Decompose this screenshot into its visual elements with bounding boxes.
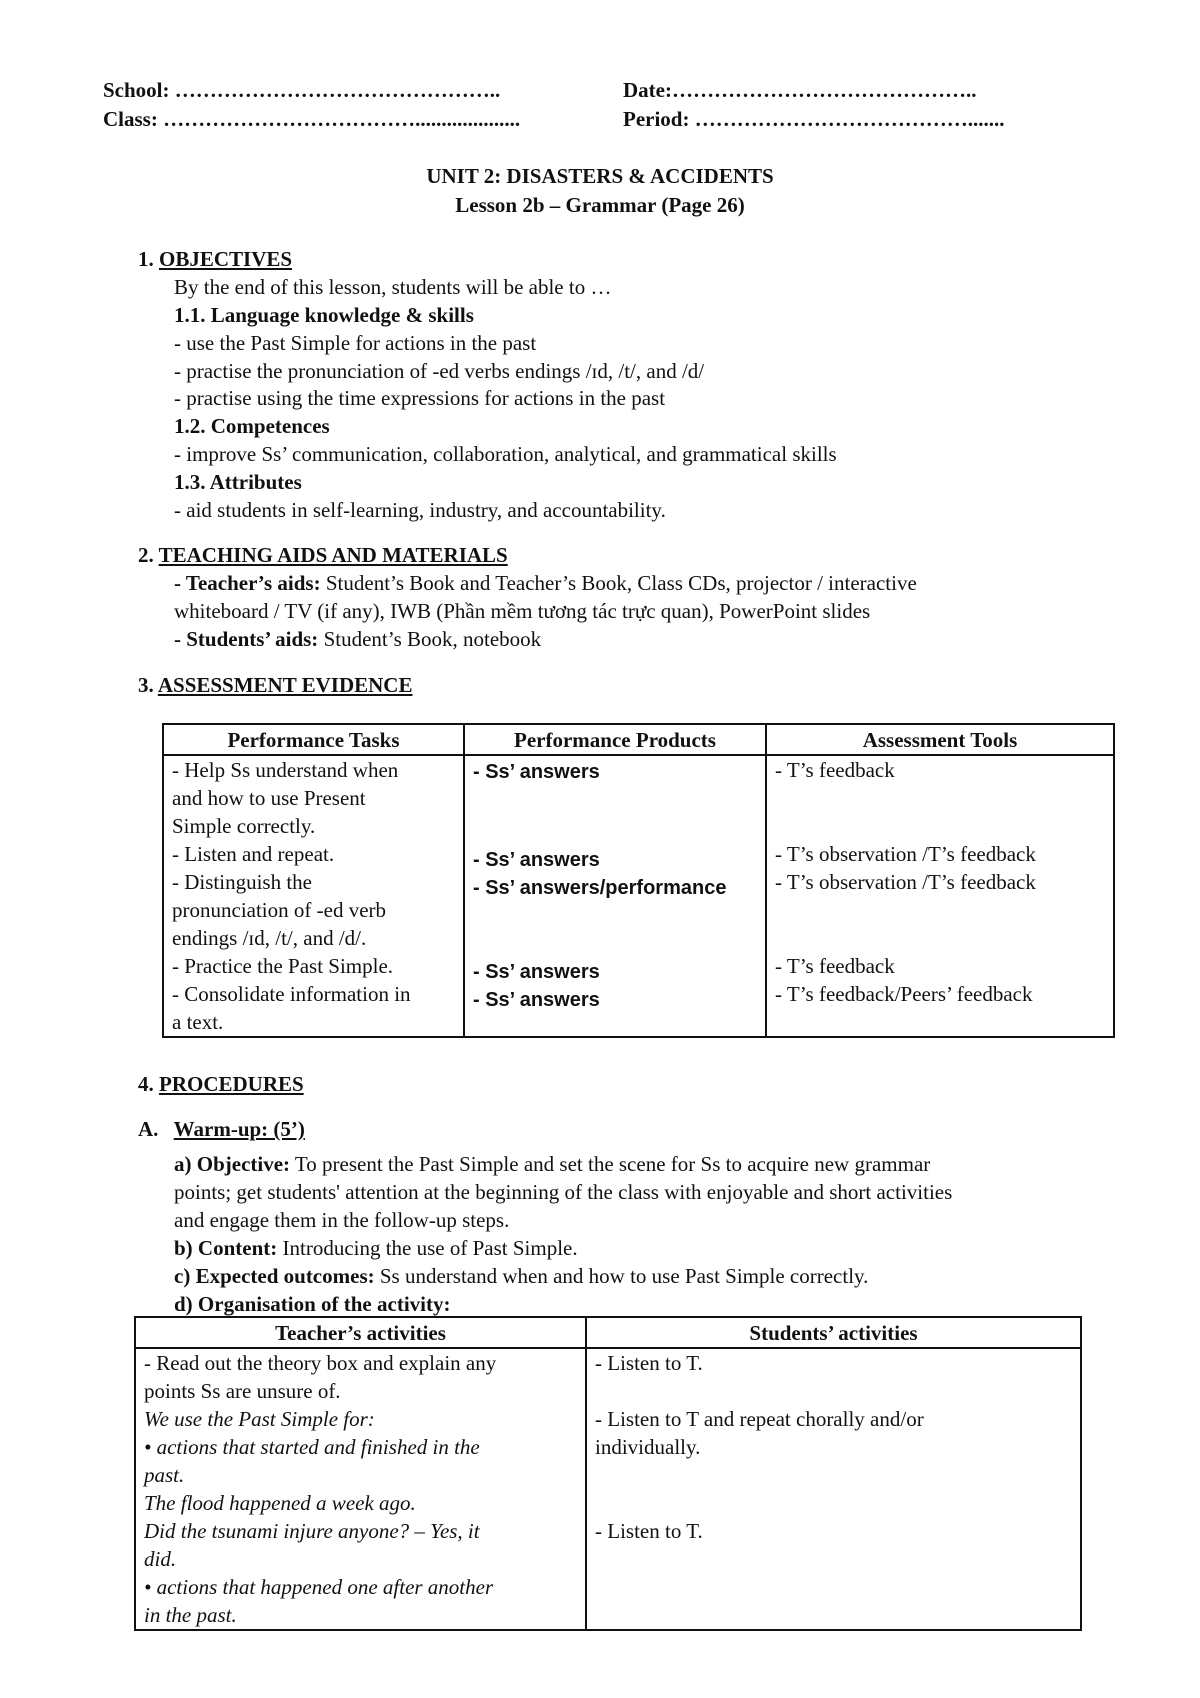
attributes-heading: 1.3. Attributes (174, 470, 302, 494)
task-line: pronunciation of -ed verb (172, 898, 387, 922)
tool-line: - T’s observation /T’s feedback (775, 870, 1036, 894)
product-line: - Ss’ answers/performance (473, 877, 727, 899)
task-line: - Consolidate information in (172, 982, 411, 1006)
period-field: Period: …………………………………....... (623, 107, 1005, 131)
assessment-tools-cell (766, 755, 1114, 1037)
task-line: a text. (172, 1010, 224, 1034)
teacher-aids-text-cont: whiteboard / TV (if any), IWB (Phần mềm tương tác trực quan), PowerPoint slides (174, 599, 871, 623)
assessment-label: ASSESSMENT EVIDENCE (157, 673, 413, 697)
objective-text-cont: and engage them in the follow-up steps. (174, 1208, 510, 1232)
objective-label: a) Objective: (174, 1152, 291, 1176)
student-activity-line: - Listen to T. (595, 1519, 703, 1543)
objectives-heading (138, 245, 292, 273)
activity-table (134, 1316, 1082, 1631)
teacher-activity-line: - Read out the theory box and explain any (144, 1351, 497, 1375)
outcomes-label: c) Expected outcomes: (174, 1264, 375, 1288)
task-line: Simple correctly. (172, 814, 316, 838)
aids-number: 2. (138, 543, 159, 567)
aids-heading (138, 541, 508, 569)
language-item: - practise using the time expressions for actions in the past (174, 386, 666, 410)
content-line (174, 1234, 578, 1262)
language-item: - use the Past Simple for actions in the past (174, 331, 537, 355)
assessment-number: 3. (138, 673, 158, 697)
language-item: - practise the pronunciation of -ed verbs endings /ɪd, /t/, and /d/ (174, 359, 705, 383)
students-aids-text: Student’s Book, notebook (318, 627, 542, 651)
warmup-label: Warm-up: (5’) (173, 1117, 305, 1141)
date-field: Date:…………………………………….. (623, 78, 977, 102)
objective-line (174, 1150, 930, 1178)
students-aids-line (174, 625, 541, 653)
objectives-label: OBJECTIVES (159, 247, 293, 271)
teacher-activity-line: past. (144, 1463, 185, 1487)
teacher-aids-label: - Teacher’s aids: (174, 571, 321, 595)
assessment-col-header: Performance Products (464, 724, 766, 755)
procedures-label: PROCEDURES (159, 1072, 304, 1096)
task-line: - Distinguish the (172, 870, 312, 894)
tool-line: - T’s feedback (775, 954, 895, 978)
procedures-heading (138, 1070, 304, 1098)
product-line: - Ss’ answers (473, 761, 600, 783)
outcomes-text: Ss understand when and how to use Past Simple correctly. (374, 1264, 869, 1288)
outcomes-line (174, 1262, 868, 1290)
activity-col-header: Students’ activities (586, 1317, 1081, 1348)
product-line: - Ss’ answers (473, 849, 600, 871)
objectives-number: 1. (138, 247, 159, 271)
teacher-activity-line: points Ss are unsure of. (144, 1379, 341, 1403)
school-field: School: ……………………………………….. (103, 78, 501, 102)
objectives-intro: By the end of this lesson, students will be able to … (174, 275, 612, 299)
assessment-table (162, 723, 1115, 1038)
assessment-col-header: Assessment Tools (766, 724, 1114, 755)
performance-products-cell (464, 755, 766, 1037)
product-line: - Ss’ answers (473, 989, 600, 1011)
assessment-col-header: Performance Tasks (163, 724, 464, 755)
warmup-letter: A. (138, 1117, 159, 1141)
tool-line: - T’s feedback (775, 758, 895, 782)
task-line: endings /ɪd, /t/, and /d/. (172, 926, 367, 950)
teacher-activity-line: We use the Past Simple for: (144, 1407, 375, 1431)
content-text: Introducing the use of Past Simple. (277, 1236, 578, 1260)
students-aids-label: - Students’ aids: (174, 627, 319, 651)
language-heading: 1.1. Language knowledge & skills (174, 303, 474, 327)
student-activity-line: individually. (595, 1435, 701, 1459)
student-activity-line: - Listen to T and repeat chorally and/or (595, 1407, 924, 1431)
tool-line: - T’s observation /T’s feedback (775, 842, 1036, 866)
organisation-label: d) Organisation of the activity: (174, 1292, 451, 1316)
competences-item: - improve Ss’ communication, collaboration, analytical, and grammatical skills (174, 442, 837, 466)
objective-text-cont: points; get students' attention at the beginning of the class with enjoyable and short activities (174, 1180, 953, 1204)
teacher-activity-line: in the past. (144, 1603, 237, 1627)
student-activity-line: - Listen to T. (595, 1351, 703, 1375)
aids-label: TEACHING AIDS AND MATERIALS (158, 543, 508, 567)
class-field: Class: ……………………………….................... (103, 107, 521, 131)
content-label: b) Content: (174, 1236, 278, 1260)
warmup-heading (138, 1115, 305, 1143)
unit-title: UNIT 2: DISASTERS & ACCIDENTS (426, 164, 774, 188)
procedures-number: 4. (138, 1072, 159, 1096)
teacher-aids-line (174, 569, 917, 597)
objective-text: To present the Past Simple and set the scene for Ss to acquire new grammar (290, 1152, 931, 1176)
competences-heading: 1.2. Competences (174, 414, 330, 438)
task-line: - Listen and repeat. (172, 842, 335, 866)
tool-line: - T’s feedback/Peers’ feedback (775, 982, 1033, 1006)
teacher-activity-line: • actions that started and finished in the (144, 1435, 480, 1459)
attributes-item: - aid students in self-learning, industry, and accountability. (174, 498, 666, 522)
teacher-activity-line: The flood happened a week ago. (144, 1491, 416, 1515)
product-line: - Ss’ answers (473, 961, 600, 983)
task-line: and how to use Present (172, 786, 366, 810)
lesson-title: Lesson 2b – Grammar (Page 26) (455, 193, 745, 217)
assessment-heading (138, 671, 412, 699)
teacher-activity-line: did. (144, 1547, 177, 1571)
teacher-activities-cell (135, 1348, 586, 1630)
teacher-activity-line: Did the tsunami injure anyone? – Yes, it (144, 1519, 480, 1543)
task-line: - Practice the Past Simple. (172, 954, 394, 978)
task-line: - Help Ss understand when (172, 758, 399, 782)
students-activities-cell (586, 1348, 1081, 1630)
performance-tasks-cell (163, 755, 464, 1037)
teacher-aids-text: Student’s Book and Teacher’s Book, Class CDs, projector / interactive (320, 571, 917, 595)
activity-col-header: Teacher’s activities (135, 1317, 586, 1348)
teacher-activity-line: • actions that happened one after another (144, 1575, 494, 1599)
